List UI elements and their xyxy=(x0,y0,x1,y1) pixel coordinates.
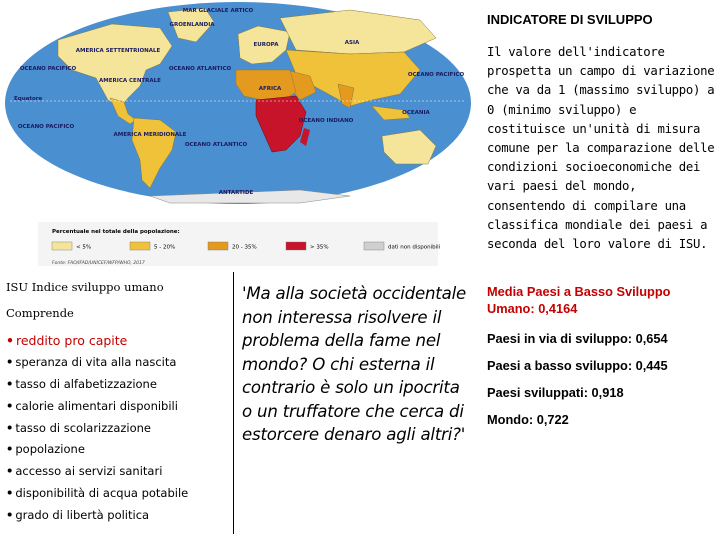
legend-source: Fonte: FAO/IFAD/UNICEF/WFP/WHO, 2017 xyxy=(52,261,145,266)
label-north-america: AMERICA SETTENTRIONALE xyxy=(75,48,161,54)
stat-developing: Paesi in via di sviluppo: 0,654 xyxy=(487,331,668,346)
quote-text: 'Ma alla società occidentale non interessa risolvere il problema della fame nel mondo? O chi esterna il contrario è solo un ipocrita o un truffatore che cerca di estorcere denaro agli altri?' xyxy=(242,284,467,444)
label-south-america: AMERICA MERIDIONALE xyxy=(113,132,187,138)
column-divider xyxy=(233,272,234,534)
isu-item xyxy=(6,508,226,530)
map-svg xyxy=(0,0,478,268)
label-atlantic-s: OCEANO ATLANTICO xyxy=(184,142,248,148)
isu-item xyxy=(6,333,226,355)
isu-item-label: reddito pro capite xyxy=(16,333,128,348)
label-oceania: OCEANIA xyxy=(402,110,430,116)
isu-list xyxy=(6,333,226,530)
legend-swatch xyxy=(208,242,228,250)
label-pacific-right: OCEANO PACIFICO xyxy=(407,72,465,78)
isu-title: ISU Indice sviluppo umano xyxy=(6,280,164,294)
isu-item-label: speranza di vita alla nascita xyxy=(15,354,177,369)
bullet-icon: • xyxy=(6,464,14,479)
legend-swatch xyxy=(286,242,306,250)
legend-swatch xyxy=(52,242,72,250)
isu-item-label: popolazione xyxy=(15,442,85,457)
legend-label: > 35% xyxy=(310,244,329,251)
legend-label: < 5% xyxy=(76,244,92,251)
legend-swatch xyxy=(130,242,150,250)
legend-label: 5 - 20% xyxy=(154,244,176,251)
label-africa: AFRICA xyxy=(258,86,282,92)
map-africa-north xyxy=(236,70,296,100)
isu-item-label: accesso ai servizi sanitari xyxy=(15,464,163,479)
isu-item xyxy=(6,355,226,377)
legend-title: Percentuale nel totale della popolazione: xyxy=(52,229,180,235)
isu-item xyxy=(6,486,226,508)
bullet-icon: • xyxy=(6,376,14,391)
isu-item xyxy=(6,421,226,443)
isu-item-label: disponibilità di acqua potabile xyxy=(15,486,189,501)
label-equator: Equatore xyxy=(14,96,43,102)
indicator-description: Il valore dell'indicatore prospetta un campo di variazione che va da 1 (massimo sviluppo) a 0 (minimo sviluppo) e costituisce un'unità di misura comune per la comparazione delle condizioni socioeconomiche dei vari paesi del mondo, consentendo di compilare una classifica mondiale dei paesi a seconda del loro valore di ISU. xyxy=(487,45,715,252)
stats-highlight: Media Paesi a Basso Sviluppo Umano: 0,4164 xyxy=(487,284,671,316)
isu-item xyxy=(6,377,226,399)
label-arctic: MAR GLACIALE ARTICO xyxy=(182,8,254,14)
label-asia: ASIA xyxy=(344,40,360,46)
label-europe: EUROPA xyxy=(253,42,279,48)
label-indian: OCEANO INDIANO xyxy=(298,118,354,124)
bullet-icon: • xyxy=(6,354,14,369)
stats-panel xyxy=(487,283,717,440)
stat-low-development: Paesi a basso sviluppo: 0,445 xyxy=(487,358,668,373)
isu-item-label: calorie alimentari disponibili xyxy=(15,398,178,413)
isu-item xyxy=(6,464,226,486)
bullet-icon: • xyxy=(6,442,14,457)
isu-item-label: tasso di scolarizzazione xyxy=(15,420,152,435)
bullet-icon: • xyxy=(6,420,14,435)
label-greenland: GROENLANDIA xyxy=(169,22,215,28)
bullet-icon: • xyxy=(6,486,14,501)
isu-item-label: tasso di alfabetizzazione xyxy=(15,376,157,391)
label-central-america: AMERICA CENTRALE xyxy=(99,78,161,84)
isu-item-label: grado di libertà politica xyxy=(15,508,150,523)
isu-item xyxy=(6,399,226,421)
bullet-icon: • xyxy=(6,333,14,348)
stat-world: Mondo: 0,722 xyxy=(487,412,569,427)
map-legend xyxy=(38,222,441,266)
legend-label: dati non disponibili xyxy=(388,244,441,251)
indicator-title: INDICATORE DI SVILUPPO xyxy=(487,12,653,27)
legend-swatch xyxy=(364,242,384,250)
isu-item xyxy=(6,442,226,464)
isu-panel xyxy=(6,280,226,530)
label-pacific-n: OCEANO PACIFICO xyxy=(19,66,77,72)
indicator-panel xyxy=(487,12,715,254)
label-antarctica: ANTARTIDE xyxy=(218,190,254,196)
legend-label: 20 - 35% xyxy=(232,244,257,251)
isu-subtitle: Comprende xyxy=(6,306,74,320)
label-pacific-s: OCEANO PACIFICO xyxy=(17,124,75,130)
bullet-icon: • xyxy=(6,508,14,523)
world-hunger-map xyxy=(0,0,478,268)
stat-developed: Paesi sviluppati: 0,918 xyxy=(487,385,624,400)
label-atlantic-n: OCEANO ATLANTICO xyxy=(168,66,232,72)
bullet-icon: • xyxy=(6,398,14,413)
